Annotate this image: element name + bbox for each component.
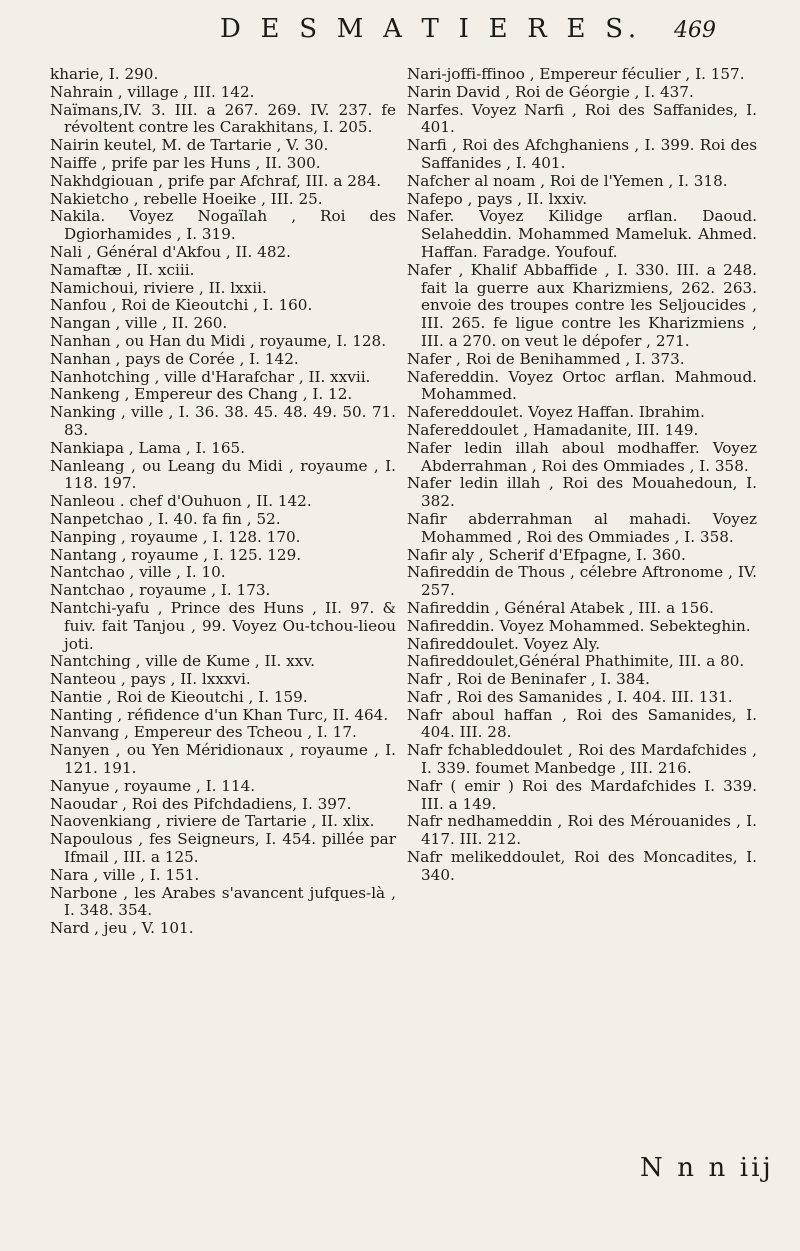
- index-entry: Nafr nedhameddin , Roi des Mérouanides , I. 417. III. 212.: [407, 812, 757, 849]
- index-entry: Nanhotching , ville d'Harafchar , II. xxvii.: [50, 367, 371, 386]
- index-entry: Namaftæ , II. xciii.: [50, 260, 195, 279]
- index-entry: Nanyen , ou Yen Méridionaux , royaume , I. 121. 191.: [50, 741, 396, 778]
- index-entry: Nantang , royaume , I. 125. 129.: [50, 545, 302, 564]
- index-entry: Nafcher al noam , Roi de l'Yemen , I. 318.: [407, 171, 728, 190]
- index-entry: Nafr fchableddoulet , Roi des Mardafchides , I. 339. foumet Manbedge , III. 216.: [407, 741, 757, 778]
- index-entry: Nafer ledin illah , Roi des Mouahedoun, I. 382.: [407, 474, 757, 511]
- index-entry: Napoulous , fes Seigneurs, I. 454. pillée par Ifmail , III. a 125.: [50, 830, 396, 867]
- index-entry: Naiffe , prife par les Huns , II. 300.: [50, 153, 321, 172]
- index-entry: Nantchao , royaume , I. 173.: [50, 581, 271, 600]
- index-entry: Nard , jeu , V. 101.: [50, 919, 194, 938]
- index-entry: Nanleang , ou Leang du Midi , royaume , I. 118. 197.: [50, 456, 396, 493]
- header-title: D E S M A T I E R E S.: [220, 14, 642, 44]
- index-entry: Nafr ( emir ) Roi des Mardafchides I. 339. III. a 149.: [407, 776, 757, 813]
- index-entry: Nakila. Voyez Nogaïlah , Roi des Dgiorhamides , I. 319.: [50, 207, 396, 244]
- index-entry: Nanhan , ou Han du Midi , royaume, I. 128.: [50, 331, 387, 350]
- index-entry: Nanyue , royaume , I. 114.: [50, 776, 256, 795]
- index-entry: Nali , Général d'Akfou , II. 482.: [50, 242, 291, 261]
- index-entry: Narfes. Voyez Narfi , Roi des Saffanides, I. 401.: [407, 100, 757, 137]
- index-entry: Nafereddoulet , Hamadanite, III. 149.: [407, 420, 699, 439]
- index-entry: Nafer ledin illah aboul modhaffer. Voyez Abderrahman , Roi des Ommiades , I. 358.: [407, 438, 757, 475]
- index-entry: Nafireddoulet,Général Phathimite, III. a 80.: [407, 652, 745, 671]
- index-entry: Nafireddin. Voyez Mohammed. Sebekteghin.: [407, 616, 751, 635]
- index-entry: Nafereddoulet. Voyez Haffan. Ibrahim.: [407, 403, 705, 422]
- index-entry: Nakietcho , rebelle Hoeike , III. 25.: [50, 189, 323, 208]
- index-entry: Nantching , ville de Kume , II. xxv.: [50, 652, 315, 671]
- signature-mark: N n n iij: [640, 1153, 774, 1183]
- index-entry: Namichoui, riviere , II. lxxii.: [50, 278, 267, 297]
- index-entry: Nafr melikeddoulet, Roi des Moncadites, I. 340.: [407, 848, 757, 884]
- index-entry: Nafer , Roi de Benihammed , I. 373.: [407, 349, 685, 368]
- index-entry: Nantchi-yafu , Prince des Huns , II. 97. & fuiv. fait Tanjou , 99. Voyez Ou-tchou-lieou joti.: [50, 598, 396, 653]
- index-entry: Nanking , ville , I. 36. 38. 45. 48. 49. 50. 71. 83.: [50, 403, 396, 439]
- index-entry: Nafir abderrahman al mahadi. Voyez Mohammed , Roi des Ommiades , I. 358.: [407, 509, 757, 546]
- index-entry: Nanteou , pays , II. lxxxvi.: [50, 670, 251, 689]
- index-entry: Naoudar , Roi des Pifchdadiens, I. 397.: [50, 794, 352, 813]
- index-entry: Nangan , ville , II. 260.: [50, 314, 228, 333]
- index-entry: Nanfou , Roi de Kieoutchi , I. 160.: [50, 296, 313, 315]
- page-number: 469: [674, 18, 716, 43]
- index-entry: kharie, I. 290.: [50, 65, 159, 83]
- index-entry: Nafireddin , Général Atabek , III. a 156.: [407, 598, 714, 617]
- index-entry: Nari-joffi-ffinoo , Empereur féculier , I. 157.: [407, 65, 745, 83]
- index-entry: Nantchao , ville , I. 10.: [50, 563, 226, 582]
- index-entry: Nanvang , Empereur des Tcheou , I. 17.: [50, 723, 357, 742]
- running-header: [0, 14, 800, 54]
- index-entry: Nafereddin. Voyez Ortoc arflan. Mahmoud. Mohammed.: [407, 367, 757, 404]
- index-entry: Naïmans,IV. 3. III. a 267. 269. IV. 237. fe révoltent contre les Carakhitans, I. 205.: [50, 100, 396, 137]
- index-entry: Narin David , Roi de Géorgie , I. 437.: [407, 82, 694, 101]
- index-entry: Nafr , Roi de Beninafer , I. 384.: [407, 670, 650, 689]
- index-entry: Nafepo , pays , II. lxxiv.: [407, 189, 588, 208]
- index-entry: Nafr aboul haffan , Roi des Samanides, I. 404. III. 28.: [407, 705, 757, 742]
- index-entry: Nanting , réfidence d'un Khan Turc, II. 464.: [50, 705, 389, 724]
- index-entry: Nakhdgiouan , prife par Afchraf, III. a 284.: [50, 171, 382, 190]
- index-entry: Nanping , royaume , I. 128. 170.: [50, 527, 301, 546]
- index-entry: Nafireddoulet. Voyez Aly.: [407, 634, 601, 653]
- index-entry: Narfi , Roi des Afchghaniens , I. 399. Roi des Saffanides , I. 401.: [407, 136, 757, 172]
- index-entry: Nahrain , village , III. 142.: [50, 82, 255, 101]
- index-entry: Nara , ville , I. 151.: [50, 865, 200, 884]
- index-entry: Nanpetchao , I. 40. fa fin , 52.: [50, 509, 281, 528]
- index-entry: Naovenkiang , riviere de Tartarie , II. xlix.: [50, 812, 375, 831]
- index-entry: Nankiapa , Lama , I. 165.: [50, 438, 246, 457]
- index-entry: Nairin keutel, M. de Tartarie , V. 30.: [50, 136, 329, 155]
- index-entry: Nantie , Roi de Kieoutchi , I. 159.: [50, 687, 308, 706]
- index-column-left: [50, 66, 396, 938]
- index-entry: Nafer , Khalif Abbaffide , I. 330. III. a 248. fait la guerre aux Kharizmiens, 262. 263. envoie des troupes contre les Seljoucides , III. 265. fe ligue contre les Kharizmiens , III. a 270. on veut le dépofer , 271.: [407, 260, 757, 350]
- index-entry: Nankeng , Empereur des Chang , I. 12.: [50, 385, 353, 404]
- index-column-right: [407, 66, 757, 885]
- index-entry: Nafir aly , Scherif d'Efpagne, I. 360.: [407, 545, 686, 564]
- index-entry: Nafireddin de Thous , célebre Aftronome , IV. 257.: [407, 563, 757, 600]
- index-entry: Nanhan , pays de Corée , I. 142.: [50, 349, 299, 368]
- index-entry: Narbone , les Arabes s'avancent jufques-là , I. 348. 354.: [50, 883, 396, 920]
- index-entry: Nafer. Voyez Kilidge arflan. Daoud. Selaheddin. Mohammed Mameluk. Ahmed. Haffan. Faradge. Youfouf.: [407, 207, 757, 261]
- index-entry: Nanleou . chef d'Ouhuon , II. 142.: [50, 492, 312, 511]
- index-entry: Nafr , Roi des Samanides , I. 404. III. 131.: [407, 687, 733, 706]
